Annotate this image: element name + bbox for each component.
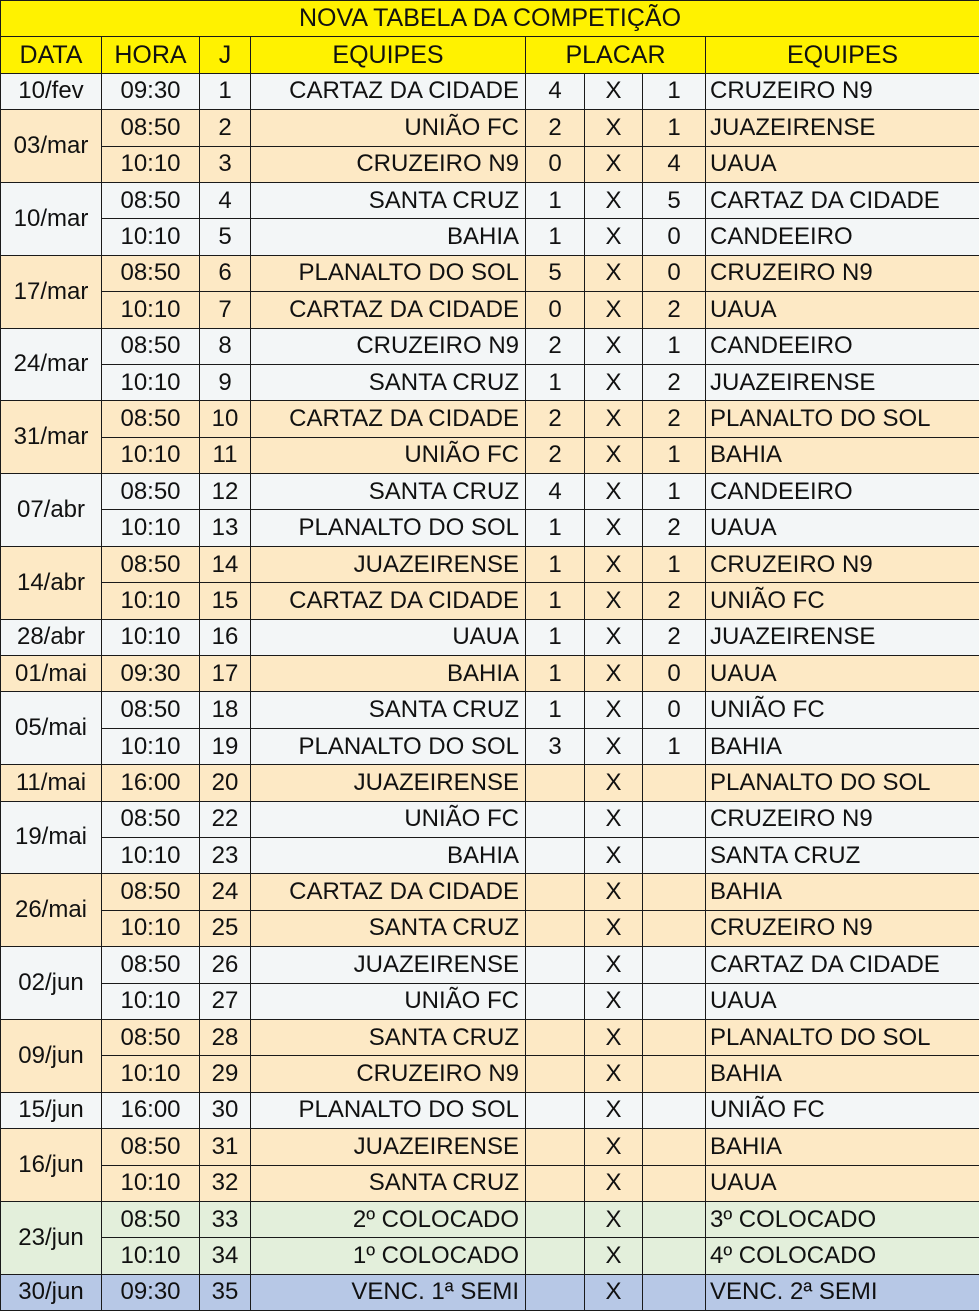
table-row [1, 182, 979, 218]
home-score-cell [526, 1056, 585, 1092]
away-score-cell: 1 [643, 437, 706, 473]
game-number-cell: 11 [200, 437, 251, 473]
date-cell: 02/jun [1, 947, 102, 1020]
away-team-cell: BAHIA [706, 874, 979, 910]
away-score-cell: 2 [643, 619, 706, 655]
home-score-cell: 0 [526, 146, 585, 182]
versus-cell: X [585, 910, 643, 946]
away-score-cell: 5 [643, 182, 706, 218]
header-row [1, 37, 979, 73]
table-row [1, 1056, 979, 1092]
away-team-cell: CARTAZ DA CIDADE [706, 182, 979, 218]
table-row [1, 510, 979, 546]
away-team-cell: UNIÃO FC [706, 583, 979, 619]
date-cell: 14/abr [1, 546, 102, 619]
table-row [1, 292, 979, 328]
versus-cell: X [585, 292, 643, 328]
game-number-cell: 1 [200, 73, 251, 109]
home-team-cell: CRUZEIRO N9 [251, 146, 526, 182]
home-score-cell: 1 [526, 510, 585, 546]
away-team-cell: UAUA [706, 1165, 979, 1201]
time-cell: 10:10 [102, 292, 200, 328]
away-score-cell: 1 [643, 328, 706, 364]
versus-cell: X [585, 1201, 643, 1237]
game-number-cell: 27 [200, 983, 251, 1019]
away-team-cell: 4º COLOCADO [706, 1238, 979, 1274]
date-cell: 30/jun [1, 1274, 102, 1310]
versus-cell: X [585, 510, 643, 546]
away-score-cell [643, 910, 706, 946]
away-score-cell: 0 [643, 219, 706, 255]
away-team-cell: PLANALTO DO SOL [706, 765, 979, 801]
home-score-cell [526, 1238, 585, 1274]
away-score-cell: 1 [643, 110, 706, 146]
table-row [1, 110, 979, 146]
date-cell: 11/mai [1, 765, 102, 801]
versus-cell: X [585, 328, 643, 364]
table-row [1, 801, 979, 837]
time-cell: 16:00 [102, 1092, 200, 1128]
away-team-cell: BAHIA [706, 1129, 979, 1165]
versus-cell: X [585, 474, 643, 510]
table-row [1, 255, 979, 291]
game-number-cell: 3 [200, 146, 251, 182]
away-team-cell: BAHIA [706, 437, 979, 473]
home-score-cell: 1 [526, 182, 585, 218]
date-cell: 10/fev [1, 73, 102, 109]
home-score-cell [526, 837, 585, 873]
home-team-cell: UNIÃO FC [251, 437, 526, 473]
versus-cell: X [585, 692, 643, 728]
away-score-cell: 2 [643, 583, 706, 619]
time-cell: 08:50 [102, 874, 200, 910]
home-team-cell: CRUZEIRO N9 [251, 328, 526, 364]
date-cell: 24/mar [1, 328, 102, 401]
versus-cell: X [585, 219, 643, 255]
away-team-cell: PLANALTO DO SOL [706, 1019, 979, 1055]
header-game: J [200, 37, 251, 73]
versus-cell: X [585, 947, 643, 983]
time-cell: 16:00 [102, 765, 200, 801]
versus-cell: X [585, 437, 643, 473]
away-team-cell: CANDEEIRO [706, 328, 979, 364]
away-team-cell: JUAZEIRENSE [706, 619, 979, 655]
away-score-cell [643, 1238, 706, 1274]
home-team-cell: SANTA CRUZ [251, 1019, 526, 1055]
home-team-cell: 1º COLOCADO [251, 1238, 526, 1274]
home-score-cell [526, 983, 585, 1019]
versus-cell: X [585, 1238, 643, 1274]
home-score-cell [526, 947, 585, 983]
game-number-cell: 12 [200, 474, 251, 510]
table-row [1, 328, 979, 364]
time-cell: 10:10 [102, 219, 200, 255]
date-cell: 26/mai [1, 874, 102, 947]
time-cell: 10:10 [102, 510, 200, 546]
time-cell: 10:10 [102, 1238, 200, 1274]
home-score-cell: 1 [526, 364, 585, 400]
header-home-team: EQUIPES [251, 37, 526, 73]
time-cell: 10:10 [102, 1056, 200, 1092]
table-row [1, 146, 979, 182]
time-cell: 10:10 [102, 910, 200, 946]
versus-cell: X [585, 583, 643, 619]
home-team-cell: 2º COLOCADO [251, 1201, 526, 1237]
away-team-cell: CRUZEIRO N9 [706, 73, 979, 109]
table-row [1, 73, 979, 109]
away-team-cell: UAUA [706, 146, 979, 182]
table-row [1, 1019, 979, 1055]
away-score-cell: 2 [643, 292, 706, 328]
home-score-cell: 5 [526, 255, 585, 291]
home-team-cell: BAHIA [251, 219, 526, 255]
away-team-cell: VENC. 2ª SEMI [706, 1274, 979, 1310]
home-score-cell: 4 [526, 73, 585, 109]
home-score-cell: 1 [526, 219, 585, 255]
home-team-cell: SANTA CRUZ [251, 364, 526, 400]
table-row [1, 656, 979, 692]
game-number-cell: 15 [200, 583, 251, 619]
away-team-cell: JUAZEIRENSE [706, 110, 979, 146]
away-score-cell [643, 801, 706, 837]
page-title: NOVA TABELA DA COMPETIÇÃO [1, 1, 979, 37]
home-team-cell: UNIÃO FC [251, 110, 526, 146]
home-score-cell: 1 [526, 546, 585, 582]
time-cell: 10:10 [102, 1165, 200, 1201]
versus-cell: X [585, 619, 643, 655]
home-team-cell: SANTA CRUZ [251, 910, 526, 946]
game-number-cell: 24 [200, 874, 251, 910]
home-score-cell: 2 [526, 401, 585, 437]
home-team-cell: UAUA [251, 619, 526, 655]
away-score-cell [643, 947, 706, 983]
home-team-cell: CRUZEIRO N9 [251, 1056, 526, 1092]
game-number-cell: 35 [200, 1274, 251, 1310]
home-score-cell [526, 910, 585, 946]
game-number-cell: 26 [200, 947, 251, 983]
game-number-cell: 19 [200, 728, 251, 764]
versus-cell: X [585, 837, 643, 873]
game-number-cell: 30 [200, 1092, 251, 1128]
away-score-cell: 0 [643, 692, 706, 728]
away-team-cell: UAUA [706, 983, 979, 1019]
home-team-cell: CARTAZ DA CIDADE [251, 73, 526, 109]
home-score-cell [526, 1165, 585, 1201]
home-score-cell: 2 [526, 110, 585, 146]
versus-cell: X [585, 874, 643, 910]
home-team-cell: PLANALTO DO SOL [251, 255, 526, 291]
date-cell: 17/mar [1, 255, 102, 328]
away-team-cell: BAHIA [706, 1056, 979, 1092]
versus-cell: X [585, 765, 643, 801]
title-row [1, 1, 979, 37]
home-team-cell: PLANALTO DO SOL [251, 728, 526, 764]
versus-cell: X [585, 110, 643, 146]
time-cell: 08:50 [102, 546, 200, 582]
away-score-cell [643, 983, 706, 1019]
game-number-cell: 28 [200, 1019, 251, 1055]
home-score-cell: 1 [526, 583, 585, 619]
versus-cell: X [585, 255, 643, 291]
time-cell: 08:50 [102, 474, 200, 510]
table-row [1, 947, 979, 983]
home-score-cell [526, 801, 585, 837]
game-number-cell: 31 [200, 1129, 251, 1165]
away-score-cell [643, 1092, 706, 1128]
versus-cell: X [585, 728, 643, 764]
home-team-cell: BAHIA [251, 837, 526, 873]
home-score-cell: 1 [526, 692, 585, 728]
header-away-team: EQUIPES [706, 37, 979, 73]
game-number-cell: 8 [200, 328, 251, 364]
date-cell: 19/mai [1, 801, 102, 874]
time-cell: 08:50 [102, 692, 200, 728]
away-team-cell: CRUZEIRO N9 [706, 546, 979, 582]
game-number-cell: 4 [200, 182, 251, 218]
away-team-cell: UNIÃO FC [706, 1092, 979, 1128]
away-team-cell: JUAZEIRENSE [706, 364, 979, 400]
time-cell: 08:50 [102, 801, 200, 837]
date-cell: 15/jun [1, 1092, 102, 1128]
away-team-cell: CRUZEIRO N9 [706, 910, 979, 946]
home-score-cell [526, 874, 585, 910]
home-team-cell: PLANALTO DO SOL [251, 510, 526, 546]
home-team-cell: JUAZEIRENSE [251, 947, 526, 983]
away-score-cell [643, 1201, 706, 1237]
versus-cell: X [585, 1019, 643, 1055]
home-team-cell: SANTA CRUZ [251, 474, 526, 510]
time-cell: 10:10 [102, 728, 200, 764]
away-score-cell: 0 [643, 656, 706, 692]
versus-cell: X [585, 546, 643, 582]
away-score-cell: 1 [643, 546, 706, 582]
game-number-cell: 10 [200, 401, 251, 437]
header-time: HORA [102, 37, 200, 73]
home-team-cell: JUAZEIRENSE [251, 546, 526, 582]
table-row [1, 219, 979, 255]
table-row [1, 983, 979, 1019]
home-score-cell [526, 1092, 585, 1128]
table-row [1, 765, 979, 801]
time-cell: 08:50 [102, 110, 200, 146]
home-score-cell: 4 [526, 474, 585, 510]
game-number-cell: 2 [200, 110, 251, 146]
home-score-cell [526, 1019, 585, 1055]
game-number-cell: 9 [200, 364, 251, 400]
versus-cell: X [585, 1092, 643, 1128]
table-row [1, 910, 979, 946]
game-number-cell: 6 [200, 255, 251, 291]
table-row [1, 874, 979, 910]
away-score-cell [643, 1056, 706, 1092]
game-number-cell: 20 [200, 765, 251, 801]
away-team-cell: CANDEEIRO [706, 474, 979, 510]
home-score-cell: 2 [526, 328, 585, 364]
home-team-cell: UNIÃO FC [251, 801, 526, 837]
header-date: DATA [1, 37, 102, 73]
home-score-cell: 0 [526, 292, 585, 328]
date-cell: 01/mai [1, 656, 102, 692]
home-team-cell: BAHIA [251, 656, 526, 692]
time-cell: 08:50 [102, 182, 200, 218]
table-row [1, 1201, 979, 1237]
away-team-cell: UAUA [706, 510, 979, 546]
away-score-cell: 0 [643, 255, 706, 291]
date-cell: 23/jun [1, 1201, 102, 1274]
home-team-cell: PLANALTO DO SOL [251, 1092, 526, 1128]
date-cell: 07/abr [1, 474, 102, 547]
game-number-cell: 32 [200, 1165, 251, 1201]
away-score-cell: 2 [643, 401, 706, 437]
time-cell: 08:50 [102, 1129, 200, 1165]
home-team-cell: CARTAZ DA CIDADE [251, 583, 526, 619]
versus-cell: X [585, 1129, 643, 1165]
away-team-cell: UAUA [706, 656, 979, 692]
time-cell: 09:30 [102, 656, 200, 692]
away-score-cell [643, 765, 706, 801]
versus-cell: X [585, 146, 643, 182]
home-score-cell [526, 1129, 585, 1165]
away-team-cell: BAHIA [706, 728, 979, 764]
date-cell: 10/mar [1, 182, 102, 255]
table-row [1, 583, 979, 619]
date-cell: 03/mar [1, 110, 102, 183]
away-team-cell: PLANALTO DO SOL [706, 401, 979, 437]
game-number-cell: 13 [200, 510, 251, 546]
table-row [1, 437, 979, 473]
table-row [1, 474, 979, 510]
away-score-cell: 2 [643, 364, 706, 400]
table-row [1, 1129, 979, 1165]
game-number-cell: 18 [200, 692, 251, 728]
versus-cell: X [585, 1274, 643, 1310]
time-cell: 08:50 [102, 401, 200, 437]
time-cell: 09:30 [102, 73, 200, 109]
table-row [1, 692, 979, 728]
away-team-cell: UNIÃO FC [706, 692, 979, 728]
home-team-cell: JUAZEIRENSE [251, 765, 526, 801]
table-row [1, 1238, 979, 1274]
time-cell: 08:50 [102, 1019, 200, 1055]
versus-cell: X [585, 801, 643, 837]
time-cell: 08:50 [102, 1201, 200, 1237]
time-cell: 10:10 [102, 364, 200, 400]
away-team-cell: CARTAZ DA CIDADE [706, 947, 979, 983]
versus-cell: X [585, 364, 643, 400]
time-cell: 10:10 [102, 146, 200, 182]
home-team-cell: UNIÃO FC [251, 983, 526, 1019]
away-score-cell: 1 [643, 474, 706, 510]
versus-cell: X [585, 401, 643, 437]
table-row [1, 837, 979, 873]
time-cell: 10:10 [102, 619, 200, 655]
home-team-cell: JUAZEIRENSE [251, 1129, 526, 1165]
table-row [1, 1092, 979, 1128]
time-cell: 08:50 [102, 255, 200, 291]
game-number-cell: 7 [200, 292, 251, 328]
table-row [1, 728, 979, 764]
date-cell: 31/mar [1, 401, 102, 474]
versus-cell: X [585, 983, 643, 1019]
home-team-cell: CARTAZ DA CIDADE [251, 401, 526, 437]
versus-cell: X [585, 182, 643, 218]
away-team-cell: CANDEEIRO [706, 219, 979, 255]
table-row [1, 364, 979, 400]
game-number-cell: 14 [200, 546, 251, 582]
away-score-cell: 4 [643, 146, 706, 182]
versus-cell: X [585, 1165, 643, 1201]
away-score-cell: 1 [643, 728, 706, 764]
game-number-cell: 34 [200, 1238, 251, 1274]
game-number-cell: 5 [200, 219, 251, 255]
header-score: PLACAR [526, 37, 706, 73]
away-team-cell: SANTA CRUZ [706, 837, 979, 873]
versus-cell: X [585, 656, 643, 692]
away-score-cell [643, 1019, 706, 1055]
home-score-cell [526, 765, 585, 801]
game-number-cell: 29 [200, 1056, 251, 1092]
home-team-cell: SANTA CRUZ [251, 182, 526, 218]
home-team-cell: VENC. 1ª SEMI [251, 1274, 526, 1310]
away-score-cell [643, 837, 706, 873]
table-row [1, 619, 979, 655]
game-number-cell: 23 [200, 837, 251, 873]
versus-cell: X [585, 1056, 643, 1092]
game-number-cell: 33 [200, 1201, 251, 1237]
away-team-cell: UAUA [706, 292, 979, 328]
home-team-cell: CARTAZ DA CIDADE [251, 874, 526, 910]
versus-cell: X [585, 73, 643, 109]
date-cell: 09/jun [1, 1019, 102, 1092]
time-cell: 10:10 [102, 983, 200, 1019]
away-score-cell: 2 [643, 510, 706, 546]
date-cell: 05/mai [1, 692, 102, 765]
date-cell: 28/abr [1, 619, 102, 655]
table-row [1, 1165, 979, 1201]
home-team-cell: SANTA CRUZ [251, 1165, 526, 1201]
away-team-cell: CRUZEIRO N9 [706, 801, 979, 837]
home-score-cell: 2 [526, 437, 585, 473]
time-cell: 10:10 [102, 583, 200, 619]
home-team-cell: SANTA CRUZ [251, 692, 526, 728]
time-cell: 09:30 [102, 1274, 200, 1310]
away-score-cell [643, 1165, 706, 1201]
game-number-cell: 22 [200, 801, 251, 837]
home-score-cell: 3 [526, 728, 585, 764]
away-team-cell: CRUZEIRO N9 [706, 255, 979, 291]
game-number-cell: 25 [200, 910, 251, 946]
game-number-cell: 16 [200, 619, 251, 655]
home-team-cell: CARTAZ DA CIDADE [251, 292, 526, 328]
away-score-cell: 1 [643, 73, 706, 109]
time-cell: 10:10 [102, 837, 200, 873]
away-score-cell [643, 1129, 706, 1165]
home-score-cell: 1 [526, 619, 585, 655]
date-cell: 16/jun [1, 1129, 102, 1202]
home-score-cell [526, 1201, 585, 1237]
table-row [1, 546, 979, 582]
away-team-cell: 3º COLOCADO [706, 1201, 979, 1237]
time-cell: 10:10 [102, 437, 200, 473]
time-cell: 08:50 [102, 947, 200, 983]
home-score-cell: 1 [526, 656, 585, 692]
game-number-cell: 17 [200, 656, 251, 692]
table-row [1, 401, 979, 437]
away-score-cell [643, 874, 706, 910]
time-cell: 08:50 [102, 328, 200, 364]
